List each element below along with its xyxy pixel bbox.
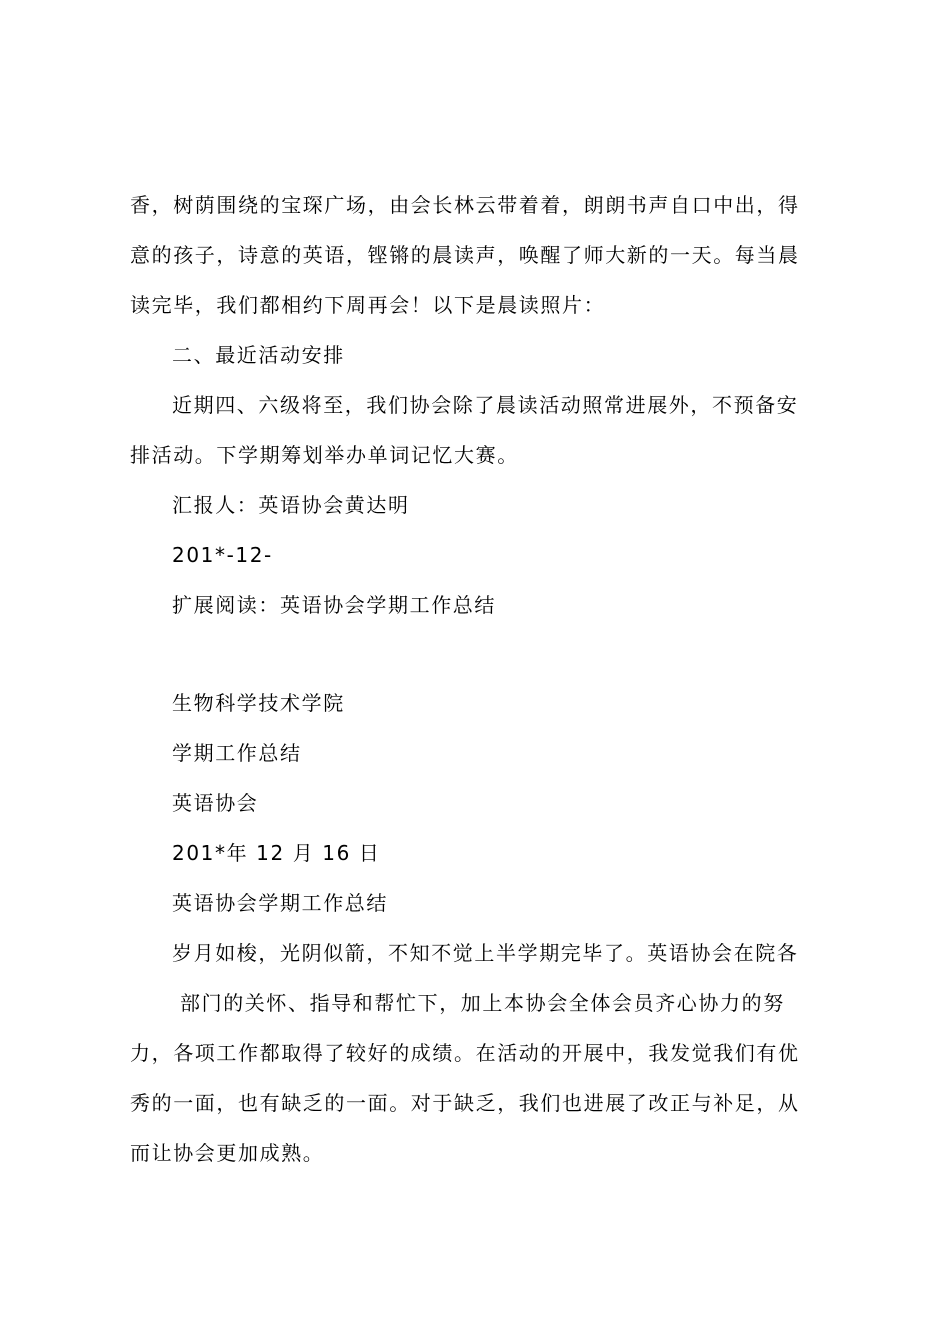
paragraph-1-line-2: 意的孩子，诗意的英语，铿锵的晨读声，唤醒了师大新的一天。每当晨 <box>130 243 800 267</box>
paragraph-3-line-2: 部门的关怀、指导和帮忙下，加上本协会全体会员齐心协力的努 <box>180 991 785 1015</box>
paragraph-1-line-3: 读完毕，我们都相约下周再会！以下是晨读照片： <box>130 293 606 317</box>
paragraph-3-line-1: 岁月如梭，光阴似箭，不知不觉上半学期完毕了。英语协会在院各 <box>172 941 799 965</box>
paragraph-3-line-4: 秀的一面，也有缺乏的一面。对于缺乏，我们也进展了改正与补足，从 <box>130 1091 800 1115</box>
paragraph-3-line-5: 而让协会更加成熟。 <box>130 1141 325 1165</box>
cover-doc-title: 学期工作总结 <box>172 741 302 765</box>
cover-college: 生物科学技术学院 <box>172 691 345 715</box>
paragraph-2-line-2: 排活动。下学期筹划举办单词记忆大赛。 <box>130 443 519 467</box>
paragraph-3-line-3: 力，各项工作都取得了较好的成绩。在活动的开展中，我发觉我们有优 <box>130 1041 800 1065</box>
cover-association: 英语协会 <box>172 791 259 815</box>
cover-date: 201*年 12 月 16 日 <box>172 841 381 865</box>
summary-title: 英语协会学期工作总结 <box>172 891 388 915</box>
paragraph-2-line-1: 近期四、六级将至，我们协会除了晨读活动照常进展外，不预备安 <box>172 393 799 417</box>
section-heading: 二、最近活动安排 <box>172 343 345 367</box>
extended-reading-heading: 扩展阅读：英语协会学期工作总结 <box>172 593 496 617</box>
date-short: 201*-12- <box>172 543 273 567</box>
paragraph-1-line-1: 香，树荫围绕的宝琛广场，由会长林云带着着，朗朗书声自口中出，得 <box>130 193 800 217</box>
reporter-line: 汇报人：英语协会黄达明 <box>172 493 410 517</box>
